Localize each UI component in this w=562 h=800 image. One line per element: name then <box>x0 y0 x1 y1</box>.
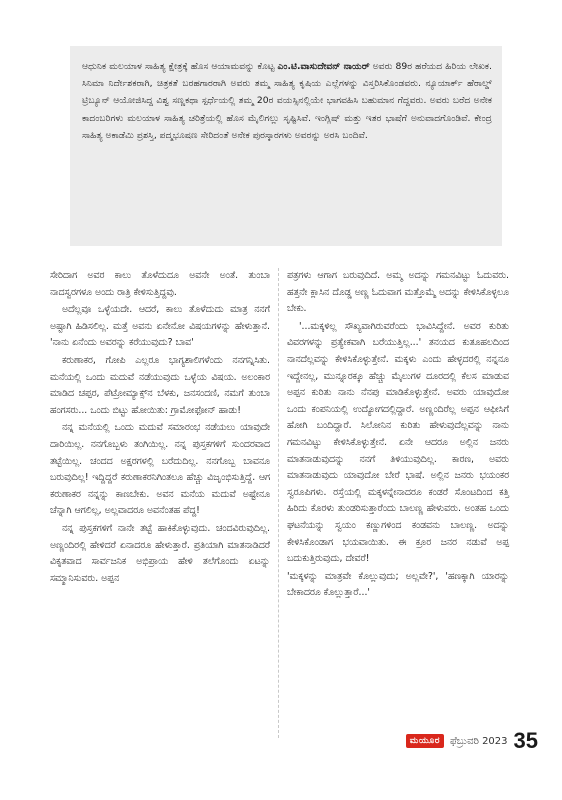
page-footer <box>406 730 538 752</box>
issue-date: ಫೆಬ್ರುವರಿ 2023 <box>449 735 508 747</box>
paragraph: ಸೇರಿದಾಗ ಅವರ ಕಾಲು ತೊಳೆದುದೂ ಅವನೇ ಅಂತೆ. ತುಂಬಾ ನಾದಸ್ವರಗಳೂ ಅಂದು ರಾತ್ರಿ ಕೇಳಿಸುತ್ತಿದ್ದವು. <box>50 270 270 298</box>
author-name: ಎಂ.ಟಿ.ವಾಸುದೇವನ್ ನಾಯರ್ <box>277 61 370 72</box>
paragraph: ನನ್ನ ಪುಸ್ತಕಗಳಿಗೆ ನಾನೇ ತಟ್ಟೆ ಹಾಕಿಕೊಳ್ಳುವುದು. ಚಂದವಿರುವುದಿಲ್ಲ. ಅಣ್ಣಂದಿರಲ್ಲಿ ಹೇಳಿದರೆ ಏನಾದರೂ ಹೇಳುತ್ತಾರೆ. ಪ್ರತಿಯಾಗಿ ಮಾತನಾಡಿದರೆ ವಿಕೃತವಾದ ಸಾರ್ವಜನಿಕ ಅಭಿಪ್ರಾಯ ಹೇಳಿ ತಲೆಗೊಂದು ಏಟನ್ನು ಸಮ್ಮಾನಿಸುವರು. ಅಪ್ಪನ <box>50 522 270 584</box>
column-divider <box>278 268 279 738</box>
article-column-right <box>287 268 509 603</box>
paragraph: ಪತ್ರಗಳು ಆಗಾಗ ಬರುವುದಿದೆ. ಅಮ್ಮ ಅದನ್ನು ಗಮನವಿಟ್ಟು ಓದುವರು. ಹತ್ತನೇ ಕ್ಲಾಸಿನ ದೊಡ್ಡ ಅಣ್ಣ ಓದುವಾಗ ಮತ್ತೊಮ್ಮೆ ಅದನ್ನು ಕೇಳಿಸಿಕೊಳ್ಳಲೂ ಬೇಕು. <box>287 270 509 315</box>
article-column-left <box>50 268 270 588</box>
paragraph: ಕರುಣಾಕರ, ಗೋಪಿ ಎಲ್ಲರೂ ಭಾಗ್ಯಶಾಲಿಗಳೆಂದು ನನಗನ್ನಿಸಿತು. ಮನೆಯಲ್ಲಿ ಒಂದು ಮದುವೆ ನಡೆಯುವುದು ಒಳ್ಳೆಯ ವಿಷಯ. ಅಲಂಕಾರ ಮಾಡಿದ ಚಪ್ಪರ, ಪೆಟ್ರೋಮ್ಯಾಕ್ಸ್‌ನ ಬೆಳಕು, ಜನಸಂದಣಿ, ನಮಗೆ ತುಂಬಾ ಹಂಗಸರು... ಒಂದು ಬಿಟ್ಟು ಹೋಯಿತು: ಗ್ರಾಮೋಫೋನ್ ಹಾಡು! <box>50 354 270 416</box>
page-number: 35 <box>513 728 538 753</box>
intro-text-rest: ಅವರು 89ರ ಹರೆಯದ ಹಿರಿಯ ಲೇಖಕ. ಸಿನಿಮಾ ನಿರ್ದೇಶಕರಾಗಿ, ಚಿತ್ರಕತೆ ಬರಹಗಾರರಾಗಿ ಅವರು ತಮ್ಮ ಸಾಹಿತ್ಯ ಕೃಷಿಯ ಎಲ್ಲೆಗಳನ್ನು ವಿಸ್ತರಿಸಿಕೊಂಡವರು. ನ್ಯೂಯಾರ್ಕ್ ಹೆರಾಲ್ಡ್ ಟ್ರಿಬ್ಯೂನ್ ಆಯೋಜಿಸಿದ್ದ ವಿಶ್ವ ಸಣ್ಣಕಥಾ ಸ್ಪರ್ಧೆಯಲ್ಲಿ ತಮ್ಮ 20ರ ವಯಸ್ಸಿನಲ್ಲಿಯೇ ಭಾಗವಹಿಸಿ ಬಹುಮಾನ ಗೆದ್ದವರು. ಅವರು ಬರೆದ ಅನೇಕ ಕಾದಂಬರಿಗಳು ಮಲಯಾಳ ಸಾಹಿತ್ಯ ಚರಿತ್ರೆಯಲ್ಲಿ ಹೊಸ ಮೈಲಿಗಲ್ಲು ಸೃಷ್ಟಿಸಿವೆ. ಇಂಗ್ಲಿಷ್ ಮತ್ತು ಇತರ ಭಾಷೆಗೆ ಅನುವಾದಗೊಂಡಿವೆ. ಕೇಂದ್ರ ಸಾಹಿತ್ಯ ಅಕಾಡೆಮಿ ಪ್ರಶಸ್ತಿ, ಪದ್ಮಭೂಷಣ ಸೇರಿದಂತೆ ಅನೇಕ ಪುರಸ್ಕಾರಗಳು ಅವರನ್ನು ಅರಸಿ ಬಂದಿವೆ. <box>82 61 492 141</box>
paragraph: ನನ್ನ ಮನೆಯಲ್ಲಿ ಒಂದು ಮದುವೆ ಸಮಾರಂಭ ನಡೆಯಲು ಯಾವುದೇ ದಾರಿಯಿಲ್ಲ. ನನಗೊಬ್ಬಳು ತಂಗಿಯಿಲ್ಲ. ನನ್ನ ಪುಸ್ತಕಗಳಿಗೆ ಸುಂದರವಾದ ತಟ್ಟೆಯಿಲ್ಲ. ಚಂದದ ಅಕ್ಷರಗಳಲ್ಲಿ ಬರೆದುದಿಲ್ಲ. ನನಗೊಬ್ಬ ಬಾವನೂ ಬರುವುದಿಲ್ಲ! ಇದ್ದಿದ್ದರೆ ಕರುಣಾಕರನಿಗಿಂತಲೂ ಹೆಚ್ಚು ವಿಜೃಂಭಿಸುತ್ತಿದ್ದೆ. ಆಗ ಕರುಣಾಕರ ನನ್ನನ್ನು ಕಾಣಬೇಕು. ಅವನ ಮನೆಯ ಮದುವೆ ಅಷ್ಟೇನೂ ಚೆನ್ನಾಗಿ ಆಗಲಿಲ್ಲ, ಅಲ್ಲವಾದರೂ ಅವನೆಂತಹ ಪೆದ್ದ! <box>50 422 270 517</box>
magazine-logo: ಮಯೂರ <box>406 734 444 748</box>
author-intro-box <box>70 46 502 246</box>
paragraph: 'ಮಕ್ಕಳನ್ನು ಮಾತ್ರವೇ ಕೊಲ್ಲುವುದು; ಅಲ್ಲವೇ?', 'ಹಣಕ್ಕಾಗಿ ಯಾರನ್ನು ಬೇಕಾದರೂ ಕೊಲ್ಲುತ್ತಾರೆ...' <box>287 570 509 599</box>
author-intro-text <box>82 58 492 144</box>
paragraph: '...ಮಕ್ಕಳಿಲ್ಲ ಸೌಖ್ಯವಾಗಿರುವರೆಂದು ಭಾವಿಸಿದ್ದೇನೆ. ಅವರ ಕುರಿತು ವಿವರಗಳನ್ನು ಪ್ರತ್ಯೇಕವಾಗಿ ಬರೆಯುತ್ತಿಲ್ಲ...' ತನಯದ ಕುತೂಹಲದಿಂದ ನಾನದೆಲ್ಲವನ್ನು ಕೇಳಿಸಿಕೊಳ್ಳುತ್ತೇನೆ. ಮಕ್ಕಳು ಎಂದು ಹೇಳ್ಳದರಲ್ಲಿ ನನ್ನನೂ ಇದ್ದೇನಲ್ಲ, ಮುನ್ನೂರಕ್ಕೂ ಹೆಚ್ಚು ಮೈಲುಗಳ ದೂರದಲ್ಲಿ ಕೆಲಸ ಮಾಡುವ ಅಪ್ಪನ ಕುರಿತು ನಾನು ನೆನಪು ಮಾಡಿಕೊಳ್ಳುತ್ತೇನೆ. ಅವರು ಯಾವುದೋ ಒಂದು ಕಂಪನಿಯಲ್ಲಿ ಉದ್ಯೋಗದಲ್ಲಿದ್ದಾರೆ. ಅಣ್ಣಂದಿರೆಲ್ಲ ಅಪ್ಪನ ಆಫೀಸಿಗೆ ಹೋಗಿ ಬಂದಿದ್ದಾರೆ. ಸಿಲೋನಿನ ಕುರಿತು ಹೇಳುವುದೆಲ್ಲವನ್ನು ನಾನು ಗಮನವಿಟ್ಟು ಕೇಳಿಸಿಕೊಳ್ಳುತ್ತೇನೆ. ಏನೇ ಆದರೂ ಅಲ್ಲಿನ ಜನರು ಮಾತನಾಡುವುದನ್ನು ನನಗೆ ತಿಳಿಯುವುದಿಲ್ಲ. ಕಾರಣ, ಅವರು ಮಾತನಾಡುವುದು ಯಾವುದೋ ಬೇರೆ ಭಾಷೆ. ಅಲ್ಲಿನ ಜನರು ಭಯಂಕರ ಸ್ವರೂಪಿಗಳು. ರಸ್ತೆಯಲ್ಲಿ ಮಕ್ಕಳನ್ನೇನಾದರೂ ಕಂಡರೆ ಸೊಂಟದಿಂದ ಕತ್ತಿ ಹಿರಿದು ಕೊರಳು ತುಂಡರಿಸುತ್ತಾರೆಂದು ಬಾಲಣ್ಣ ಹೇಳುವರು. ಅಂತಹ ಒಂದು ಘಟನೆಯನ್ನು ಸ್ವಯಂ ಕಣ್ಣುಗಳಿಂದ ಕಂಡವನು ಬಾಲಣ್ಣ. ಅದನ್ನು ಕೇಳಿಸಿಕೊಂಡಾಗ ಭಯವಾಯಿತು. ಈ ಕ್ರೂರ ಜನರ ನಡುವೆ ಅಪ್ಪ ಬದುಕುತ್ತಿರುವುದು, ದೇವರೆ! <box>287 320 509 565</box>
paragraph: ಅದೆಲ್ಲವೂ ಒಳ್ಳೆಯದೇ. ಆದರೆ, ಕಾಲು ತೊಳೆದುದು ಮಾತ್ರ ನನಗೆ ಅಷ್ಟಾಗಿ ಹಿಡಿಸಲಿಲ್ಲ. ಮತ್ತೆ ಅವನು ಏನೇನೋ ವಿಷಯಗಳನ್ನು ಹೇಳುತ್ತಾನೆ. 'ನಾನು ಏನೆಂದು ಅವರನ್ನು ಕರೆಯುವುದು? ಬಾವ' <box>50 304 270 349</box>
intro-text-start: ಆಧುನಿಕ ಮಲಯಾಳ ಸಾಹಿತ್ಯ ಕ್ಷೇತ್ರಕ್ಕೆ ಹೊಸ ಆಯಾಮವನ್ನು ಕೊಟ್ಟ <box>82 61 278 72</box>
